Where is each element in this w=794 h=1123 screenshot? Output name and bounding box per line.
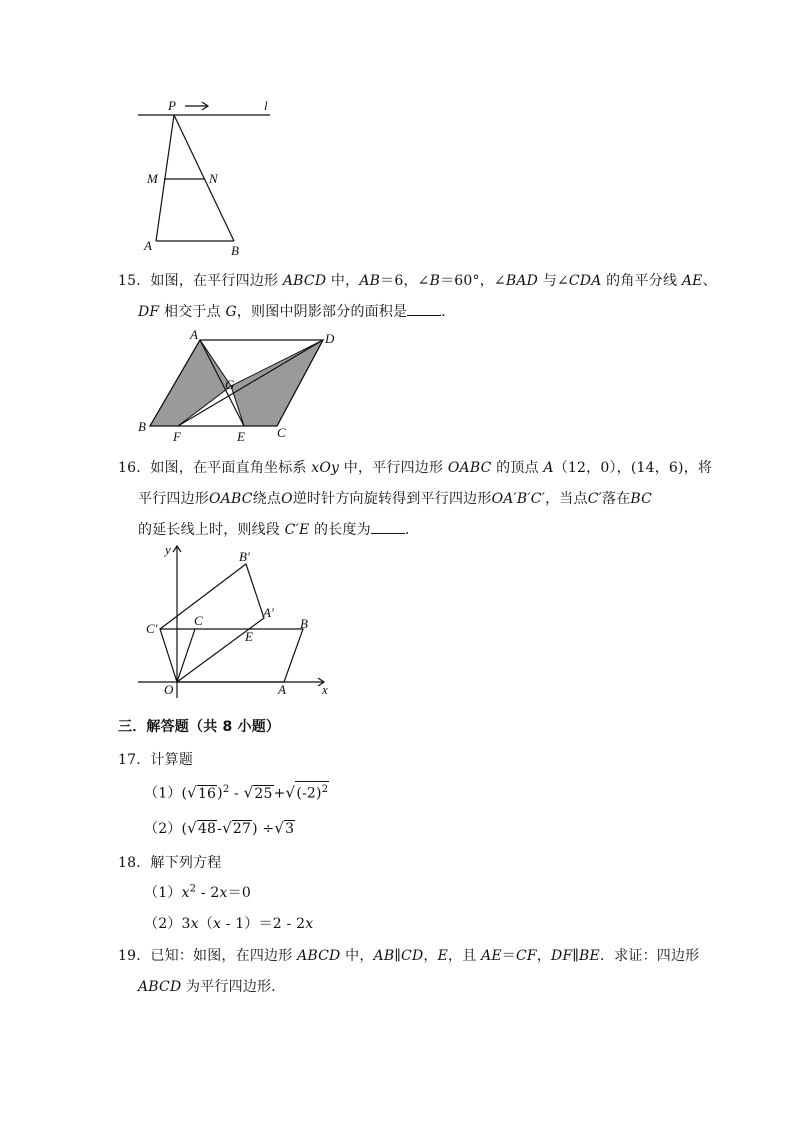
text: ) ÷ <box>252 821 275 837</box>
label-C: C <box>277 425 286 440</box>
q18-title: 18．解下列方程 <box>118 855 222 871</box>
text: ，且 <box>448 948 482 964</box>
text: （1）( <box>144 785 188 802</box>
radicand: 25 <box>254 785 273 802</box>
label-E: E <box>237 429 245 444</box>
shaded-triangle-right <box>231 340 323 426</box>
text: DF <box>551 948 573 964</box>
label-M: M <box>147 171 158 186</box>
text: 的顶点 <box>491 460 544 476</box>
q19-line1 <box>118 945 699 965</box>
text: 16．如图，在平面直角坐标系 <box>118 460 312 476</box>
text: B <box>429 273 441 289</box>
text: ＝0 <box>227 885 251 901</box>
text: 绕点 <box>252 491 282 507</box>
text: 、 <box>702 273 717 289</box>
text: CF <box>516 948 537 964</box>
parallelogram-OAprimeBprimeCprime <box>160 564 264 682</box>
text: ，则图中阴影部分的面积是 <box>236 304 408 320</box>
text: 的长度为 <box>309 522 371 538</box>
text: ABCD <box>282 273 327 289</box>
label-B: B <box>231 243 239 258</box>
text: x <box>181 885 190 901</box>
text: C′E <box>284 522 310 538</box>
q17-part1 <box>144 781 329 803</box>
q19-line2 <box>138 976 285 996</box>
text: (-2) <box>296 785 322 802</box>
shaded-triangle-left <box>150 340 231 426</box>
label-G: G <box>225 377 235 392</box>
q16-line3 <box>138 519 419 539</box>
text: AE <box>481 948 502 964</box>
text: ∥ <box>394 948 402 964</box>
figure-14 <box>130 95 280 260</box>
text: （2）3 <box>144 916 191 932</box>
text: CDA <box>568 273 602 289</box>
sqrt-sign: √ <box>187 783 197 802</box>
parallelogram-OABC <box>177 629 303 682</box>
text: O <box>281 491 293 507</box>
text: BC <box>630 491 653 507</box>
q15-line1 <box>118 270 717 290</box>
exponent: 2 <box>222 784 230 795</box>
text: ．求证：四边形 <box>599 948 700 964</box>
text: x <box>305 916 314 932</box>
label-B: B <box>138 419 146 434</box>
text: ABCD <box>297 948 341 964</box>
text: 落在 <box>602 491 631 507</box>
exponent: 2 <box>321 784 329 795</box>
text: OA′B′C′ <box>491 491 546 507</box>
text: BE <box>579 948 600 964</box>
label-A: A <box>278 682 286 697</box>
text: （2）( <box>144 821 188 837</box>
answer-blank[interactable] <box>371 521 405 534</box>
text: 19．已知：如图，在四边形 <box>118 948 298 964</box>
q18-part2 <box>144 913 313 933</box>
section-heading: 三．解答题（共 8 小题） <box>118 719 281 735</box>
text: ． <box>441 304 456 320</box>
text: （12，0），(14，6)，将 <box>553 460 713 476</box>
text: ) <box>217 785 223 802</box>
text: ， <box>536 948 552 964</box>
text: + <box>273 785 286 802</box>
text: - <box>229 785 244 802</box>
text: 平行四边形 <box>138 491 209 507</box>
label-P: P <box>168 98 176 113</box>
q16-line2 <box>138 488 652 508</box>
q17-part2 <box>144 818 295 838</box>
label-x: x <box>322 682 328 697</box>
text: ． <box>404 522 420 538</box>
radicand: 48 <box>197 821 217 837</box>
sqrt-sign: √ <box>222 819 232 837</box>
label-A: A <box>190 328 198 342</box>
sqrt-sign: √ <box>274 819 285 837</box>
label-Aprime: A′ <box>263 605 274 620</box>
text: DF <box>138 304 160 320</box>
q15-line2 <box>138 301 455 321</box>
text: x <box>212 916 222 932</box>
text: ∥ <box>572 948 580 964</box>
text: 中， <box>340 948 374 964</box>
text: ＝6，∠ <box>380 273 430 289</box>
text: 逆时针方向旋转得到平行四边形 <box>292 491 492 507</box>
segment-PA <box>156 115 174 241</box>
q17-title: 17．计算题 <box>118 752 194 768</box>
text: 的角平分线 <box>601 273 682 289</box>
radicand: 3 <box>285 821 295 837</box>
radicand <box>295 781 329 802</box>
text: 中， <box>326 273 360 289</box>
label-A: A <box>144 238 152 253</box>
radicand: 16 <box>197 785 217 802</box>
text: 与∠ <box>538 273 569 289</box>
label-y: y <box>165 542 171 557</box>
sqrt-sign: √ <box>243 783 254 802</box>
text: x <box>190 916 199 932</box>
text: 相交于点 <box>159 304 226 320</box>
text: C′ <box>587 491 602 507</box>
text: ABCD <box>138 979 182 995</box>
label-E: E <box>245 629 253 644</box>
text: AB <box>373 948 395 964</box>
label-C: C <box>194 613 203 628</box>
text: ＝60°，∠ <box>440 273 506 289</box>
text: ， <box>423 948 438 964</box>
label-B: B <box>300 616 308 631</box>
figure-16 <box>132 540 342 702</box>
label-Cprime: C′ <box>146 621 158 636</box>
text: ＝ <box>501 948 516 964</box>
text: AB <box>359 273 381 289</box>
label-l: l <box>264 98 268 113</box>
q16-line1 <box>118 457 712 477</box>
text: 中，平行四边形 <box>339 460 448 476</box>
radicand: 27 <box>232 821 252 837</box>
text: xOy <box>311 460 340 476</box>
text: 的延长线上时，则线段 <box>138 522 285 538</box>
text: AE <box>681 273 703 289</box>
segment-PB <box>174 115 234 241</box>
label-O: O <box>164 682 174 697</box>
label-N: N <box>209 171 218 186</box>
text: - 1）＝2 - 2 <box>221 916 306 932</box>
text: 为平行四边形． <box>181 979 286 995</box>
label-Bprime: B′ <box>239 549 250 564</box>
text: OABC <box>209 491 253 507</box>
label-F: F <box>173 429 181 444</box>
exponent: 2 <box>189 883 197 895</box>
text: （ <box>198 916 213 932</box>
text: A <box>543 460 554 476</box>
text: - <box>217 821 223 837</box>
text: 15．如图，在平行四边形 <box>118 273 283 289</box>
text: （1） <box>144 885 182 901</box>
text: CD <box>401 948 424 964</box>
text: ，当点 <box>545 491 588 507</box>
sqrt-sign: √ <box>187 819 197 837</box>
figure-15 <box>134 328 344 446</box>
q18-part1 <box>144 882 251 902</box>
label-D: D <box>325 331 335 346</box>
text: E <box>437 948 448 964</box>
answer-blank[interactable] <box>407 303 441 316</box>
text: BAD <box>505 273 539 289</box>
text: - 2 <box>196 885 220 901</box>
text: x <box>219 885 228 901</box>
sqrt-sign: √ <box>285 783 296 802</box>
text: G <box>225 304 237 320</box>
text: OABC <box>447 460 492 476</box>
